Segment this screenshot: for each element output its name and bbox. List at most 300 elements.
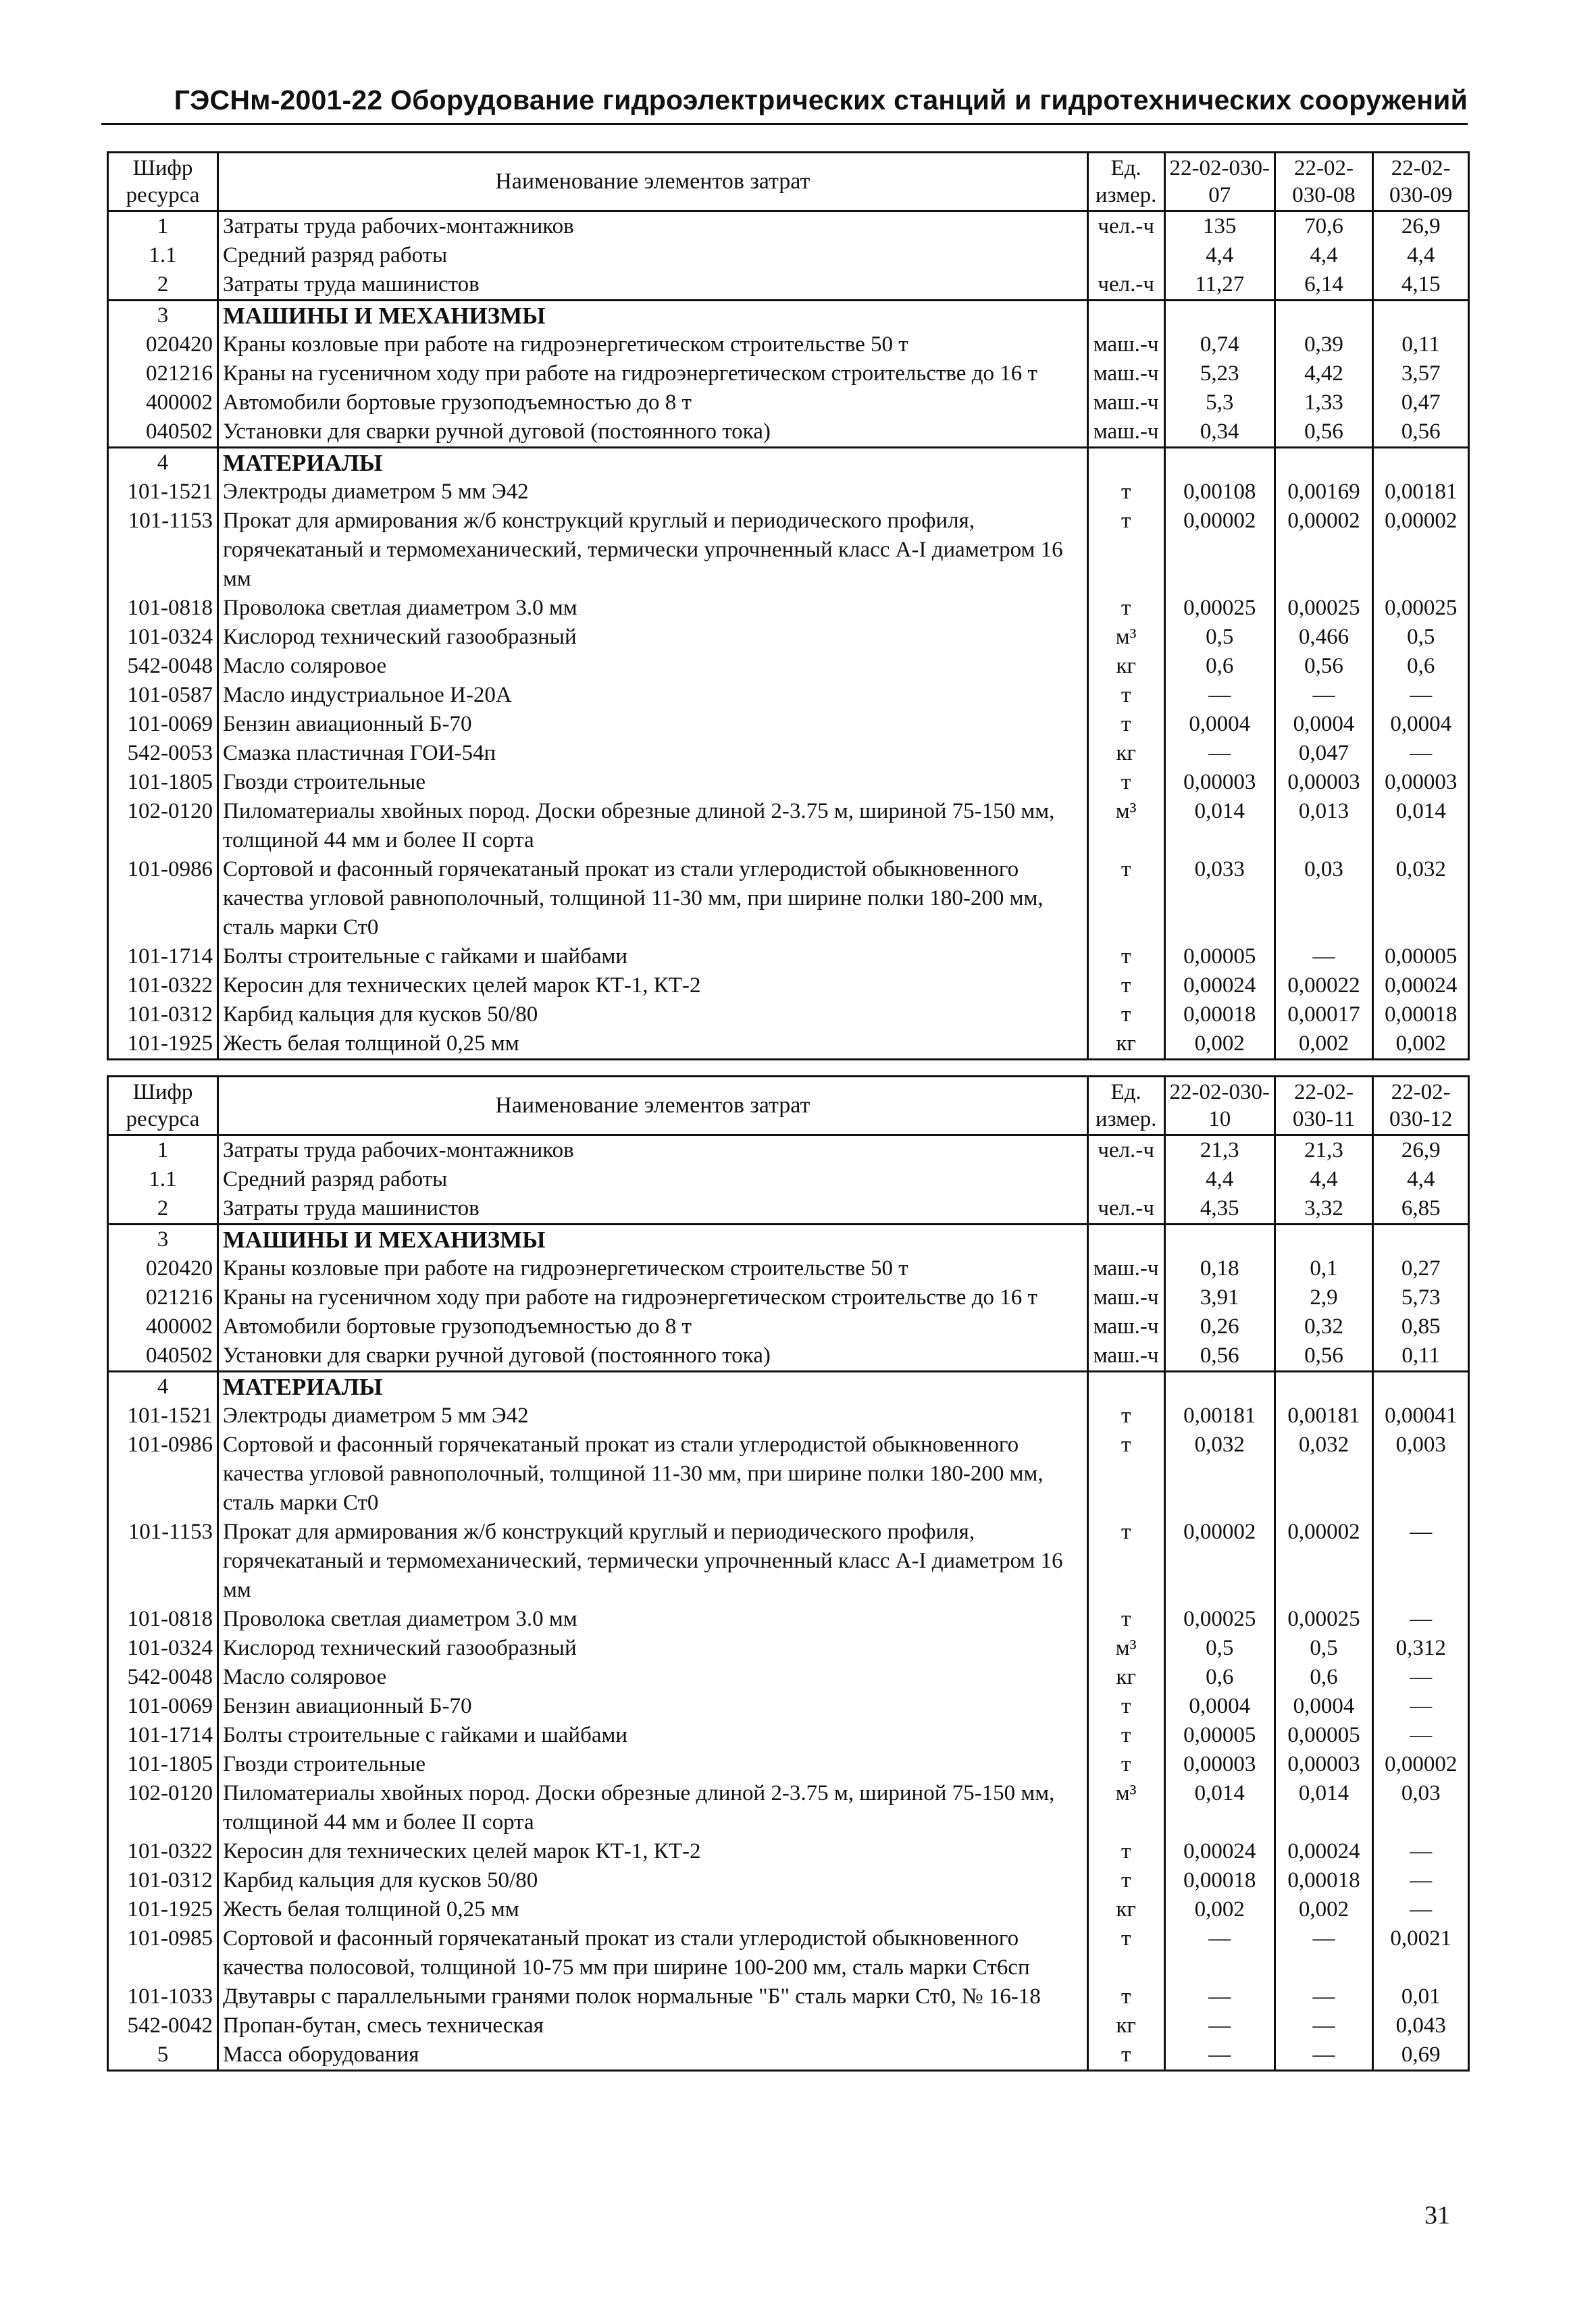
resource-code: 4 bbox=[108, 1372, 218, 1402]
table-row bbox=[108, 710, 1469, 739]
table-2-body bbox=[108, 1077, 1469, 2071]
table-row bbox=[108, 1750, 1469, 1779]
value-col3: 0,01 bbox=[1373, 1982, 1469, 2011]
resource-name: Затраты труда рабочих-монтажников bbox=[217, 211, 1087, 242]
resource-name: Двутавры с параллельными гранями полок нормальные "Б" сталь марки Ст0, № 16-18 bbox=[217, 1982, 1087, 2011]
table-row bbox=[108, 478, 1469, 507]
table-row bbox=[108, 855, 1469, 942]
value-col3: 0,312 bbox=[1373, 1634, 1469, 1663]
resource-name: Проволока светлая диаметром 3.0 мм bbox=[217, 1605, 1087, 1634]
resource-code: 101-0986 bbox=[108, 855, 218, 942]
value-col2: 0,39 bbox=[1275, 330, 1373, 359]
table-row bbox=[108, 1402, 1469, 1431]
value-col1: 0,5 bbox=[1164, 1634, 1275, 1663]
value-col1: 4,35 bbox=[1164, 1194, 1275, 1225]
value-col2: 4,42 bbox=[1275, 359, 1373, 388]
resource-name: Кислород технический газообразный bbox=[217, 1634, 1087, 1663]
unit-of-measure: т bbox=[1087, 681, 1164, 710]
header-col1: 22-02-030-10 bbox=[1164, 1077, 1275, 1135]
resource-code: 101-1153 bbox=[108, 1518, 218, 1605]
resource-code: 1.1 bbox=[108, 1165, 218, 1194]
unit-of-measure: маш.-ч bbox=[1087, 359, 1164, 388]
value-col2: — bbox=[1275, 2040, 1373, 2071]
value-col2: 0,032 bbox=[1275, 1431, 1373, 1518]
header-col2: 22-02-030-08 bbox=[1275, 153, 1373, 211]
value-col1: 0,00024 bbox=[1164, 1837, 1275, 1866]
table-row bbox=[108, 2040, 1469, 2071]
value-col3 bbox=[1373, 448, 1469, 478]
value-col3: 5,73 bbox=[1373, 1283, 1469, 1312]
value-col2: 0,00002 bbox=[1275, 1518, 1373, 1605]
value-col2: 0,013 bbox=[1275, 797, 1373, 855]
resource-name: Краны козловые при работе на гидроэнергетическом строительстве 50 т bbox=[217, 1254, 1087, 1283]
value-col1: 0,00003 bbox=[1164, 1750, 1275, 1779]
resource-name: Прокат для армирования ж/б конструкций круглый и периодического профиля, горячекатаный и термомеханический, термически упрочненный класс А-I диаметром 16 мм bbox=[217, 1518, 1087, 1605]
value-col2: — bbox=[1275, 2011, 1373, 2040]
resource-code: 1 bbox=[108, 1135, 218, 1166]
value-col2: 0,00169 bbox=[1275, 478, 1373, 507]
value-col2: 0,0004 bbox=[1275, 1692, 1373, 1721]
resource-name: Масло индустриальное И-20А bbox=[217, 681, 1087, 710]
value-col3: 0,5 bbox=[1373, 623, 1469, 652]
table-row bbox=[108, 1837, 1469, 1866]
resource-name: Автомобили бортовые грузоподъемностью до 8 т bbox=[217, 1312, 1087, 1341]
table-row bbox=[108, 1372, 1469, 1402]
table-row bbox=[108, 211, 1469, 242]
unit-of-measure: т bbox=[1087, 1000, 1164, 1029]
table-row bbox=[108, 1283, 1469, 1312]
value-col3: 26,9 bbox=[1373, 1135, 1469, 1166]
value-col2: 1,33 bbox=[1275, 388, 1373, 417]
value-col3: 0,00002 bbox=[1373, 507, 1469, 594]
value-col2: 4,4 bbox=[1275, 1165, 1373, 1194]
unit-of-measure: т bbox=[1087, 1924, 1164, 1982]
value-col2: — bbox=[1275, 1924, 1373, 1982]
resource-code: 4 bbox=[108, 448, 218, 478]
resource-code: 101-0312 bbox=[108, 1000, 218, 1029]
header-col1: 22-02-030-07 bbox=[1164, 153, 1275, 211]
value-col3: — bbox=[1373, 1837, 1469, 1866]
table-row bbox=[108, 417, 1469, 448]
page-number: 31 bbox=[1424, 2201, 1450, 2230]
value-col2 bbox=[1275, 448, 1373, 478]
resource-table-1 bbox=[107, 151, 1470, 1060]
value-col3: — bbox=[1373, 1605, 1469, 1634]
value-col1: 0,0004 bbox=[1164, 710, 1275, 739]
resource-code: 101-1033 bbox=[108, 1982, 218, 2011]
resource-table-2 bbox=[107, 1075, 1470, 2072]
unit-of-measure: т bbox=[1087, 855, 1164, 942]
running-header bbox=[101, 80, 1468, 125]
resource-name: МАШИНЫ И МЕХАНИЗМЫ bbox=[217, 1225, 1087, 1255]
resource-name: Масса оборудования bbox=[217, 2040, 1087, 2071]
table-row bbox=[108, 1924, 1469, 1982]
value-col3: 26,9 bbox=[1373, 211, 1469, 242]
table-row bbox=[108, 1254, 1469, 1283]
value-col1: — bbox=[1164, 739, 1275, 768]
table-row bbox=[108, 594, 1469, 623]
unit-of-measure: т bbox=[1087, 1750, 1164, 1779]
value-col3: 0,00005 bbox=[1373, 942, 1469, 971]
value-col3: 0,0004 bbox=[1373, 710, 1469, 739]
value-col2: 0,56 bbox=[1275, 417, 1373, 448]
value-col1: 0,00002 bbox=[1164, 1518, 1275, 1605]
unit-of-measure: м³ bbox=[1087, 1634, 1164, 1663]
value-col2: 3,32 bbox=[1275, 1194, 1373, 1225]
resource-name: Сортовой и фасонный горячекатаный прокат из стали углеродистой обыкновенного качества полосовой, толщиной 10-75 мм при ширине 100-200 мм, сталь марки Ст6сп bbox=[217, 1924, 1087, 1982]
header-code: Шифр ресурса bbox=[108, 153, 218, 211]
value-col2: 0,466 bbox=[1275, 623, 1373, 652]
value-col3: — bbox=[1373, 739, 1469, 768]
resource-name: Бензин авиационный Б-70 bbox=[217, 1692, 1087, 1721]
value-col2: 0,03 bbox=[1275, 855, 1373, 942]
value-col2: 0,00003 bbox=[1275, 1750, 1373, 1779]
table-row bbox=[108, 623, 1469, 652]
value-col2: 0,1 bbox=[1275, 1254, 1373, 1283]
value-col1: — bbox=[1164, 1982, 1275, 2011]
value-col3: — bbox=[1373, 681, 1469, 710]
resource-name: Карбид кальция для кусков 50/80 bbox=[217, 1000, 1087, 1029]
value-col1: — bbox=[1164, 2011, 1275, 2040]
resource-code: 2 bbox=[108, 1194, 218, 1225]
value-col1: 0,00024 bbox=[1164, 971, 1275, 1000]
value-col2: 21,3 bbox=[1275, 1135, 1373, 1166]
unit-of-measure: т bbox=[1087, 2040, 1164, 2071]
value-col1: 0,014 bbox=[1164, 1779, 1275, 1837]
table-row bbox=[108, 971, 1469, 1000]
resource-name: Средний разряд работы bbox=[217, 1165, 1087, 1194]
value-col3: 0,00003 bbox=[1373, 768, 1469, 797]
value-col1: 0,00018 bbox=[1164, 1000, 1275, 1029]
value-col3: 0,00041 bbox=[1373, 1402, 1469, 1431]
value-col1: — bbox=[1164, 681, 1275, 710]
resource-code: 101-0986 bbox=[108, 1431, 218, 1518]
table-row bbox=[108, 739, 1469, 768]
resource-code: 101-0069 bbox=[108, 1692, 218, 1721]
table-row bbox=[108, 448, 1469, 478]
unit-of-measure: маш.-ч bbox=[1087, 1254, 1164, 1283]
unit-of-measure: чел.-ч bbox=[1087, 1194, 1164, 1225]
header-unit: Ед. измер. bbox=[1087, 1077, 1164, 1135]
resource-code: 101-1714 bbox=[108, 1721, 218, 1750]
value-col1: 0,00025 bbox=[1164, 1605, 1275, 1634]
unit-of-measure: т bbox=[1087, 768, 1164, 797]
value-col2: 0,00022 bbox=[1275, 971, 1373, 1000]
value-col2: 0,00003 bbox=[1275, 768, 1373, 797]
unit-of-measure: чел.-ч bbox=[1087, 1135, 1164, 1166]
table-row bbox=[108, 270, 1469, 301]
unit-of-measure: чел.-ч bbox=[1087, 270, 1164, 301]
unit-of-measure: кг bbox=[1087, 1895, 1164, 1924]
table-row bbox=[108, 1165, 1469, 1194]
value-col2: 0,00181 bbox=[1275, 1402, 1373, 1431]
value-col1: 0,00005 bbox=[1164, 1721, 1275, 1750]
resource-code: 101-0818 bbox=[108, 594, 218, 623]
unit-of-measure bbox=[1087, 1165, 1164, 1194]
table-row bbox=[108, 507, 1469, 594]
unit-of-measure: маш.-ч bbox=[1087, 1341, 1164, 1372]
resource-code: 101-1521 bbox=[108, 1402, 218, 1431]
table-row bbox=[108, 301, 1469, 331]
resource-name: МАШИНЫ И МЕХАНИЗМЫ bbox=[217, 301, 1087, 331]
table-row bbox=[108, 359, 1469, 388]
resource-name: МАТЕРИАЛЫ bbox=[217, 448, 1087, 478]
value-col1: 0,5 bbox=[1164, 623, 1275, 652]
resource-code: 400002 bbox=[108, 388, 218, 417]
document-title: ГЭСНм-2001-22 Оборудование гидроэлектрических станций и гидротехнических сооружений bbox=[174, 84, 1468, 115]
resource-code: 542-0053 bbox=[108, 739, 218, 768]
table-header-row bbox=[108, 1077, 1469, 1135]
resource-code: 101-1714 bbox=[108, 942, 218, 971]
value-col2: 6,14 bbox=[1275, 270, 1373, 301]
resource-code: 101-1925 bbox=[108, 1029, 218, 1060]
resource-name: Сортовой и фасонный горячекатаный прокат из стали углеродистой обыкновенного качества угловой равнополочный, толщиной 11-30 мм, при ширине полки 180-200 мм, сталь марки Ст0 bbox=[217, 1431, 1087, 1518]
value-col1: 135 bbox=[1164, 211, 1275, 242]
table-row bbox=[108, 1029, 1469, 1060]
resource-code: 040502 bbox=[108, 417, 218, 448]
value-col1: 5,3 bbox=[1164, 388, 1275, 417]
value-col2: 0,00005 bbox=[1275, 1721, 1373, 1750]
value-col3: — bbox=[1373, 1663, 1469, 1692]
resource-code: 101-0818 bbox=[108, 1605, 218, 1634]
value-col3 bbox=[1373, 301, 1469, 331]
unit-of-measure: т bbox=[1087, 942, 1164, 971]
resource-code: 021216 bbox=[108, 1283, 218, 1312]
resource-code: 1 bbox=[108, 211, 218, 242]
header-col2: 22-02-030-11 bbox=[1275, 1077, 1373, 1135]
value-col1: — bbox=[1164, 2040, 1275, 2071]
value-col2: 0,002 bbox=[1275, 1029, 1373, 1060]
resource-code: 101-1805 bbox=[108, 768, 218, 797]
resource-name: Электроды диаметром 5 мм Э42 bbox=[217, 478, 1087, 507]
table-row bbox=[108, 241, 1469, 270]
resource-name: Бензин авиационный Б-70 bbox=[217, 710, 1087, 739]
resource-name: Сортовой и фасонный горячекатаный прокат из стали углеродистой обыкновенного качества угловой равнополочный, толщиной 11-30 мм, при ширине полки 180-200 мм, сталь марки Ст0 bbox=[217, 855, 1087, 942]
unit-of-measure: т bbox=[1087, 710, 1164, 739]
value-col2: 0,56 bbox=[1275, 1341, 1373, 1372]
table-row bbox=[108, 1634, 1469, 1663]
unit-of-measure bbox=[1087, 1225, 1164, 1255]
resource-name: Краны на гусеничном ходу при работе на гидроэнергетическом строительстве до 16 т bbox=[217, 359, 1087, 388]
value-col1: 0,00108 bbox=[1164, 478, 1275, 507]
resource-code: 102-0120 bbox=[108, 797, 218, 855]
value-col3: 4,4 bbox=[1373, 241, 1469, 270]
value-col1: 0,0004 bbox=[1164, 1692, 1275, 1721]
value-col3: 4,4 bbox=[1373, 1165, 1469, 1194]
value-col1: 0,032 bbox=[1164, 1431, 1275, 1518]
resource-name: Прокат для армирования ж/б конструкций круглый и периодического профиля, горячекатаный и термомеханический, термически упрочненный класс А-I диаметром 16 мм bbox=[217, 507, 1087, 594]
resource-code: 021216 bbox=[108, 359, 218, 388]
value-col2: 0,00017 bbox=[1275, 1000, 1373, 1029]
resource-code: 542-0048 bbox=[108, 652, 218, 681]
resource-name: Краны на гусеничном ходу при работе на гидроэнергетическом строительстве до 16 т bbox=[217, 1283, 1087, 1312]
resource-code: 101-0069 bbox=[108, 710, 218, 739]
resource-name: Пропан-бутан, смесь техническая bbox=[217, 2011, 1087, 2040]
value-col1: 0,00005 bbox=[1164, 942, 1275, 971]
table-row bbox=[108, 1194, 1469, 1225]
resource-code: 101-0985 bbox=[108, 1924, 218, 1982]
value-col1 bbox=[1164, 301, 1275, 331]
unit-of-measure bbox=[1087, 1372, 1164, 1402]
value-col3: 0,014 bbox=[1373, 797, 1469, 855]
value-col2: — bbox=[1275, 942, 1373, 971]
table-row bbox=[108, 1663, 1469, 1692]
value-col3: 0,0021 bbox=[1373, 1924, 1469, 1982]
unit-of-measure: м³ bbox=[1087, 623, 1164, 652]
value-col1: 0,00181 bbox=[1164, 1402, 1275, 1431]
header-col3: 22-02-030-09 bbox=[1373, 153, 1469, 211]
value-col1: 0,6 bbox=[1164, 652, 1275, 681]
resource-name: Болты строительные с гайками и шайбами bbox=[217, 1721, 1087, 1750]
value-col3: 0,00002 bbox=[1373, 1750, 1469, 1779]
value-col2 bbox=[1275, 1225, 1373, 1255]
value-col2: 0,00025 bbox=[1275, 594, 1373, 623]
unit-of-measure bbox=[1087, 301, 1164, 331]
value-col1: 11,27 bbox=[1164, 270, 1275, 301]
resource-name: Пиломатериалы хвойных пород. Доски обрезные длиной 2-3.75 м, шириной 75-150 мм, толщиной 44 мм и более II сорта bbox=[217, 1779, 1087, 1837]
resource-name: Краны козловые при работе на гидроэнергетическом строительстве 50 т bbox=[217, 330, 1087, 359]
value-col2: 0,00018 bbox=[1275, 1866, 1373, 1895]
resource-code: 2 bbox=[108, 270, 218, 301]
value-col1 bbox=[1164, 1225, 1275, 1255]
value-col3 bbox=[1373, 1372, 1469, 1402]
header-name: Наименование элементов затрат bbox=[217, 1077, 1087, 1135]
value-col2: 0,00002 bbox=[1275, 507, 1373, 594]
value-col1: — bbox=[1164, 1924, 1275, 1982]
value-col2: 4,4 bbox=[1275, 241, 1373, 270]
value-col2: 0,32 bbox=[1275, 1312, 1373, 1341]
resource-name: Автомобили бортовые грузоподъемностью до 8 т bbox=[217, 388, 1087, 417]
table-row bbox=[108, 1866, 1469, 1895]
resource-name: Болты строительные с гайками и шайбами bbox=[217, 942, 1087, 971]
unit-of-measure: кг bbox=[1087, 652, 1164, 681]
value-col1: 0,00018 bbox=[1164, 1866, 1275, 1895]
resource-code: 101-0324 bbox=[108, 1634, 218, 1663]
resource-name: Кислород технический газообразный bbox=[217, 623, 1087, 652]
unit-of-measure: т bbox=[1087, 971, 1164, 1000]
resource-name: Установки для сварки ручной дуговой (постоянного тока) bbox=[217, 1341, 1087, 1372]
resource-code: 101-0322 bbox=[108, 971, 218, 1000]
value-col3: 0,27 bbox=[1373, 1254, 1469, 1283]
unit-of-measure: т bbox=[1087, 1402, 1164, 1431]
table-row bbox=[108, 1692, 1469, 1721]
table-row bbox=[108, 388, 1469, 417]
value-col3: 0,032 bbox=[1373, 855, 1469, 942]
value-col2: 0,5 bbox=[1275, 1634, 1373, 1663]
resource-code: 3 bbox=[108, 301, 218, 331]
unit-of-measure: маш.-ч bbox=[1087, 388, 1164, 417]
unit-of-measure: т bbox=[1087, 1605, 1164, 1634]
value-col1: 0,002 bbox=[1164, 1029, 1275, 1060]
value-col3: 0,00018 bbox=[1373, 1000, 1469, 1029]
value-col1: 0,033 bbox=[1164, 855, 1275, 942]
value-col2: 0,6 bbox=[1275, 1663, 1373, 1692]
resource-name: Жесть белая толщиной 0,25 мм bbox=[217, 1895, 1087, 1924]
value-col1: 0,014 bbox=[1164, 797, 1275, 855]
value-col1: 0,00025 bbox=[1164, 594, 1275, 623]
value-col3: 0,6 bbox=[1373, 652, 1469, 681]
resource-name: Гвозди строительные bbox=[217, 1750, 1087, 1779]
value-col1: 0,74 bbox=[1164, 330, 1275, 359]
unit-of-measure: т bbox=[1087, 1721, 1164, 1750]
table-row bbox=[108, 1312, 1469, 1341]
value-col3: 0,00181 bbox=[1373, 478, 1469, 507]
value-col1: 4,4 bbox=[1164, 241, 1275, 270]
resource-code: 020420 bbox=[108, 330, 218, 359]
unit-of-measure bbox=[1087, 241, 1164, 270]
resource-name: Проволока светлая диаметром 3.0 мм bbox=[217, 594, 1087, 623]
unit-of-measure bbox=[1087, 448, 1164, 478]
value-col3: 0,47 bbox=[1373, 388, 1469, 417]
table-row bbox=[108, 1135, 1469, 1166]
resource-code: 1.1 bbox=[108, 241, 218, 270]
table-row bbox=[108, 797, 1469, 855]
value-col2: 0,0004 bbox=[1275, 710, 1373, 739]
value-col1: 0,56 bbox=[1164, 1341, 1275, 1372]
unit-of-measure: кг bbox=[1087, 1029, 1164, 1060]
unit-of-measure: м³ bbox=[1087, 797, 1164, 855]
value-col3: 0,00024 bbox=[1373, 971, 1469, 1000]
value-col3: 0,56 bbox=[1373, 417, 1469, 448]
table-row bbox=[108, 330, 1469, 359]
table-row bbox=[108, 1779, 1469, 1837]
resource-name: Керосин для технических целей марок КТ-1, КТ-2 bbox=[217, 971, 1087, 1000]
table-row bbox=[108, 1518, 1469, 1605]
resource-name: Пиломатериалы хвойных пород. Доски обрезные длиной 2-3.75 м, шириной 75-150 мм, толщиной 44 мм и более II сорта bbox=[217, 797, 1087, 855]
value-col1: 0,6 bbox=[1164, 1663, 1275, 1692]
table-row bbox=[108, 1341, 1469, 1372]
value-col2: 70,6 bbox=[1275, 211, 1373, 242]
value-col3: 0,11 bbox=[1373, 330, 1469, 359]
unit-of-measure: т bbox=[1087, 478, 1164, 507]
value-col1: 0,26 bbox=[1164, 1312, 1275, 1341]
resource-code: 020420 bbox=[108, 1254, 218, 1283]
resource-code: 3 bbox=[108, 1225, 218, 1255]
resource-name: Затраты труда машинистов bbox=[217, 270, 1087, 301]
table-row bbox=[108, 652, 1469, 681]
resource-code: 101-1521 bbox=[108, 478, 218, 507]
resource-code: 102-0120 bbox=[108, 1779, 218, 1837]
value-col2: — bbox=[1275, 1982, 1373, 2011]
value-col2: 0,002 bbox=[1275, 1895, 1373, 1924]
value-col3: — bbox=[1373, 1518, 1469, 1605]
resource-code: 101-0322 bbox=[108, 1837, 218, 1866]
resource-code: 101-1153 bbox=[108, 507, 218, 594]
table-row bbox=[108, 768, 1469, 797]
value-col2 bbox=[1275, 301, 1373, 331]
resource-name: Электроды диаметром 5 мм Э42 bbox=[217, 1402, 1087, 1431]
value-col1: 0,18 bbox=[1164, 1254, 1275, 1283]
resource-code: 101-0312 bbox=[108, 1866, 218, 1895]
resource-name: Масло соляровое bbox=[217, 652, 1087, 681]
table-header-row bbox=[108, 153, 1469, 211]
unit-of-measure: чел.-ч bbox=[1087, 211, 1164, 242]
unit-of-measure: м³ bbox=[1087, 1779, 1164, 1837]
unit-of-measure: т bbox=[1087, 1692, 1164, 1721]
resource-name: Затраты труда машинистов bbox=[217, 1194, 1087, 1225]
unit-of-measure: т bbox=[1087, 1866, 1164, 1895]
resource-name: Смазка пластичная ГОИ-54п bbox=[217, 739, 1087, 768]
resource-name: Установки для сварки ручной дуговой (постоянного тока) bbox=[217, 417, 1087, 448]
header-col3: 22-02-030-12 bbox=[1373, 1077, 1469, 1135]
table-row bbox=[108, 1431, 1469, 1518]
table-row bbox=[108, 1721, 1469, 1750]
table-row bbox=[108, 681, 1469, 710]
table-1-body bbox=[108, 153, 1469, 1060]
unit-of-measure: кг bbox=[1087, 1663, 1164, 1692]
unit-of-measure: т bbox=[1087, 1518, 1164, 1605]
resource-name: Масло соляровое bbox=[217, 1663, 1087, 1692]
